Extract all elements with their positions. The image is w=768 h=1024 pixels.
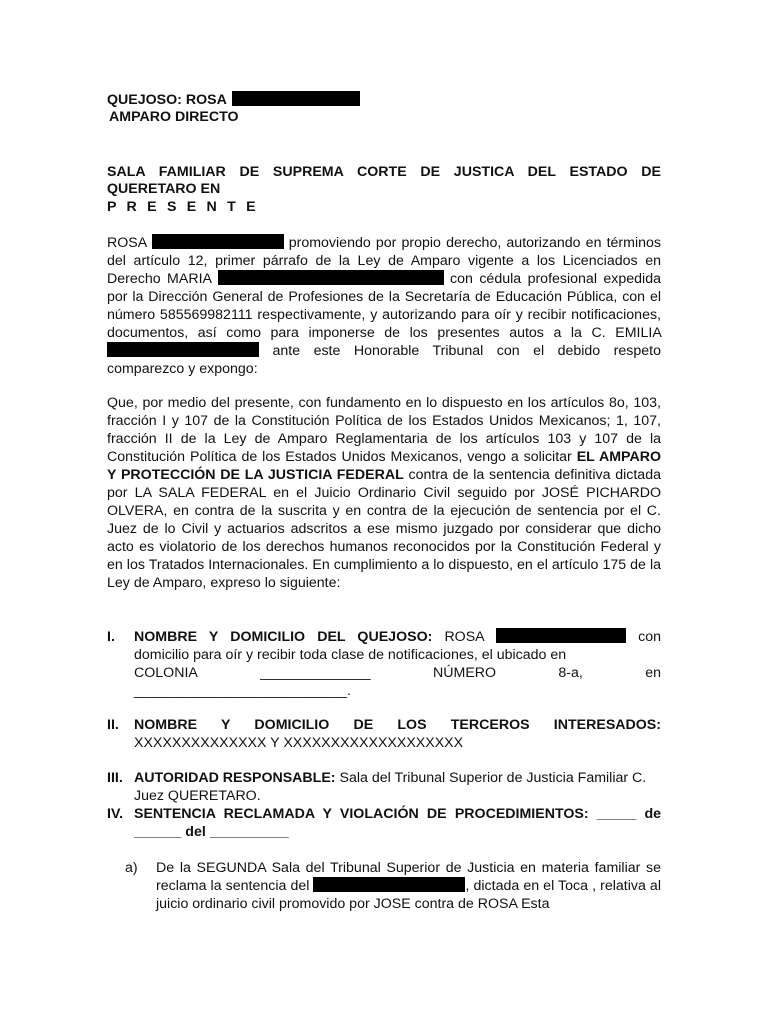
item-4 <box>107 805 661 841</box>
request-paragraph <box>107 394 661 592</box>
numero-value: 8-a, <box>558 665 583 681</box>
item-1 <box>107 628 661 700</box>
item-body <box>134 716 661 752</box>
redaction-bar <box>218 270 444 285</box>
item-body <box>134 628 661 700</box>
request-text-1: Que, por medio del presente, con fundamento en lo dispuesto en los artículos 8o, 103, fracción I y 107 de la Constitución Política de los Estados Unidos Mexicanos; 1, 107, fracción II de la Ley de Amparo Reglamentaria de los artículos 103 y 107 de la Constitución Política de los Estados Unidos Mexicanos, vengo a solicitar <box>107 395 661 465</box>
quejoso-line <box>107 91 360 108</box>
item-3 <box>107 769 661 805</box>
request-bold-text: EL AMPARO Y PROTECCIÓN DE LA JUSTICIA FEDERAL <box>107 449 661 483</box>
item-text: con domicilio para oír y recibir toda clase de notificaciones, el ubicado en <box>134 629 661 663</box>
sub-item-text-2: , dictada en el Toca , <box>465 878 597 894</box>
redaction-bar <box>107 342 259 357</box>
intro-text-4: ante este Honorable Tribunal con el debido respeto comparezco y expongo: <box>107 343 661 377</box>
redaction-bar <box>232 91 360 106</box>
item-title: SENTENCIA RECLAMADA Y VIOLACIÓN DE PROCEDIMIENTOS: _____ de ______ del __________ <box>134 806 661 840</box>
redaction-bar <box>496 628 626 643</box>
item-number: II. <box>107 717 119 733</box>
item-text: Sala del Tribunal Superior de Justicia Familiar C. Juez QUERETARO. <box>134 770 647 804</box>
numero-label: NÚMERO <box>433 665 497 681</box>
address-line <box>134 664 661 682</box>
intro-text-1: ROSA <box>107 235 147 251</box>
item-name: ROSA <box>444 629 484 645</box>
sub-item-a <box>125 859 661 913</box>
quejoso-label: QUEJOSO: ROSA <box>107 92 227 108</box>
presente-heading: P R E S E N T E <box>107 199 259 215</box>
redaction-bar <box>313 877 465 892</box>
item-body <box>134 769 661 805</box>
item-title: NOMBRE Y DOMICILIO DE LOS TERCEROS INTERESADOS: <box>134 717 661 733</box>
item-2 <box>107 716 661 752</box>
address-blank: ___________________________. <box>134 683 351 699</box>
sub-item-text-3: relativa al juicio ordinario civil promovido por JOSE contra de ROSA Esta <box>156 878 661 912</box>
addressee-line-2: QUERETARO EN <box>107 181 221 197</box>
sub-item-text-1: De la SEGUNDA Sala del Tribunal Superior de Justicia en materia familiar se reclama la sentencia del <box>156 860 661 894</box>
item-number: IV. <box>107 806 124 822</box>
intro-paragraph <box>107 234 661 378</box>
colonia-label: COLONIA <box>134 665 198 681</box>
item-number: III. <box>107 770 123 786</box>
intro-text-2: promoviendo por propio derecho, autorizando en términos del artículo 12, primer párrafo de la Ley de Amparo vigente a los Licenciados en Derecho MARIA <box>107 235 661 287</box>
redaction-bar <box>152 234 284 249</box>
request-text-2: contra de la sentencia definitiva dictada por LA SALA FEDERAL en el Juicio Ordinario Civil seguido por JOSÉ PICHARDO OLVERA, en contra de la suscrita y en contra de la ejecución de sentencia por el C. Juez de lo Civil y actuarios adscritos a ese mismo juzgado por considerar que dicho acto es violatorio de los derechos humanos reconocidos por la Constitución Federal y en los Tratados Internacionales. En cumplimiento a lo dispuesto, en el artículo 175 de la Ley de Amparo, expreso lo siguiente: <box>107 467 661 591</box>
item-title: NOMBRE Y DOMICILIO DEL QUEJOSO: <box>134 629 433 645</box>
sub-item-label: a) <box>125 860 138 876</box>
item-text: XXXXXXXXXXXXXX Y XXXXXXXXXXXXXXXXXXX <box>134 735 464 751</box>
item-number: I. <box>107 629 115 645</box>
addressee-line-1: SALA FAMILIAR DE SUPREMA CORTE DE JUSTICA DEL ESTADO DE <box>107 164 661 180</box>
sub-item-body <box>156 859 661 913</box>
intro-text-3: con cédula profesional expedida por la Dirección General de Profesiones de la Secretaría de Educación Pública, con el número 585569982111 respectivamente, y autorizando para oír y recibir notificaciones, documentos, así como para imponerse de los presentes autos a la C. EMILIA <box>107 271 661 341</box>
en-label: en <box>645 665 661 681</box>
item-title: AUTORIDAD RESPONSABLE: <box>134 770 336 786</box>
amparo-directo: AMPARO DIRECTO <box>109 109 239 125</box>
colonia-blank: ______________ <box>260 665 371 681</box>
